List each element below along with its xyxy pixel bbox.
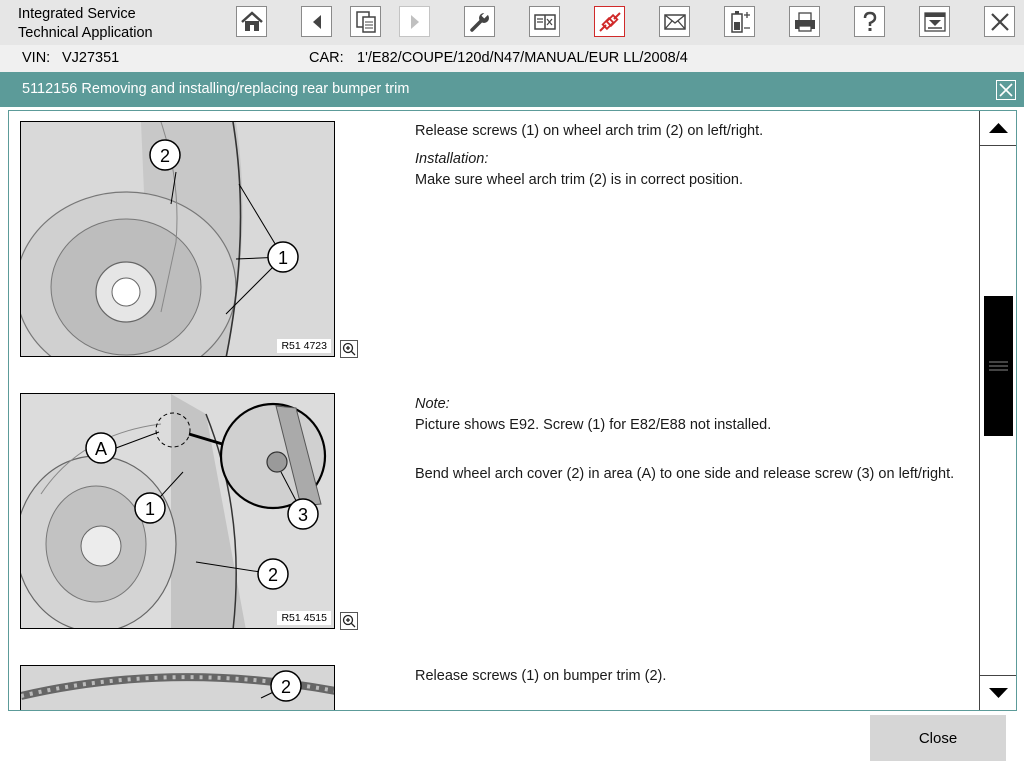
step-2-text	[415, 394, 955, 485]
battery-icon	[729, 10, 751, 34]
note-heading: Note:	[415, 396, 450, 412]
wrench-icon	[469, 11, 491, 33]
book-icon	[533, 12, 557, 32]
zoom-image-button[interactable]	[340, 340, 358, 358]
callout-3-label: 3	[297, 505, 309, 525]
scroll-thumb[interactable]	[984, 296, 1013, 436]
step-3-text	[415, 666, 955, 687]
vin-value: VJ27351	[62, 50, 120, 66]
print-icon	[793, 11, 817, 33]
print-button[interactable]	[789, 6, 820, 37]
back-icon	[310, 14, 324, 30]
document-content	[8, 110, 1017, 711]
home-button[interactable]	[236, 6, 267, 37]
document-title: 5112156 Removing and installing/replacing rear bumper trim	[22, 81, 410, 97]
home-icon	[240, 11, 264, 33]
figure-label: R51 4515	[277, 611, 331, 625]
help-icon	[862, 11, 878, 33]
document-title-bar	[0, 72, 1024, 107]
close-icon	[997, 81, 1015, 99]
menu-down-icon	[923, 11, 947, 33]
zoom-icon	[341, 341, 357, 357]
vin-label: VIN:	[22, 50, 51, 66]
arrow-down-icon	[980, 676, 1017, 711]
zoom-image-button[interactable]	[340, 612, 358, 630]
step-3-instruction: Release screws (1) on bumper trim (2).	[415, 668, 667, 684]
step-2-instruction: Bend wheel arch cover (2) in area (A) to one side and release screw (3) on left/right.	[415, 466, 955, 482]
scroll-down-button[interactable]	[980, 675, 1017, 710]
step-1-instruction: Release screws (1) on wheel arch trim (2) on left/right.	[415, 123, 764, 139]
scroll-up-button[interactable]	[980, 111, 1017, 146]
menu-down-button[interactable]	[919, 6, 950, 37]
step-2-note-text: Picture shows E92. Screw (1) for E82/E88 not installed.	[415, 417, 772, 433]
callout-1-label: 1	[144, 499, 156, 519]
callout-2-label: 2	[267, 565, 279, 585]
mail-button[interactable]	[659, 6, 690, 37]
vertical-scrollbar[interactable]	[979, 111, 1017, 710]
arrow-up-icon	[980, 111, 1017, 146]
exit-button[interactable]	[984, 6, 1015, 37]
callout-2-label: 2	[280, 677, 292, 697]
car-label: CAR:	[309, 50, 344, 66]
app-title: Integrated Service Technical Application	[18, 6, 153, 41]
grip-icon	[984, 296, 1013, 436]
back-button[interactable]	[301, 6, 332, 37]
service-functions-button[interactable]	[464, 6, 495, 37]
close-button[interactable]: Close	[870, 715, 1006, 761]
documents-icon	[355, 10, 377, 34]
book-button[interactable]	[529, 6, 560, 37]
step-2-figure	[20, 393, 335, 629]
toolbar	[0, 0, 1024, 45]
car-value: 1'/E82/COUPE/120d/N47/MANUAL/EUR LL/2008/4	[357, 50, 688, 66]
callout-1-label: 1	[277, 248, 289, 268]
callout-2-label: 2	[159, 146, 171, 166]
mail-icon	[663, 13, 687, 31]
battery-button[interactable]	[724, 6, 755, 37]
step-1-figure	[20, 121, 335, 357]
step-3-figure	[20, 665, 335, 711]
zoom-icon	[341, 613, 357, 629]
spacer	[415, 436, 955, 464]
installation-heading: Installation:	[415, 151, 489, 167]
step-1-text	[415, 121, 955, 191]
exit-icon	[990, 12, 1010, 32]
close-document-button[interactable]	[996, 80, 1016, 100]
forward-icon	[408, 14, 422, 30]
vehicle-info-bar	[0, 45, 1024, 72]
callout-a-label: A	[94, 439, 108, 459]
help-button[interactable]	[854, 6, 885, 37]
forward-button[interactable]	[399, 6, 430, 37]
connection-button[interactable]	[594, 6, 625, 37]
step-1-installation-text: Make sure wheel arch trim (2) is in correct position.	[415, 172, 743, 188]
documents-button[interactable]	[350, 6, 381, 37]
connection-icon	[597, 10, 623, 34]
figure-label: R51 4723	[277, 339, 331, 353]
